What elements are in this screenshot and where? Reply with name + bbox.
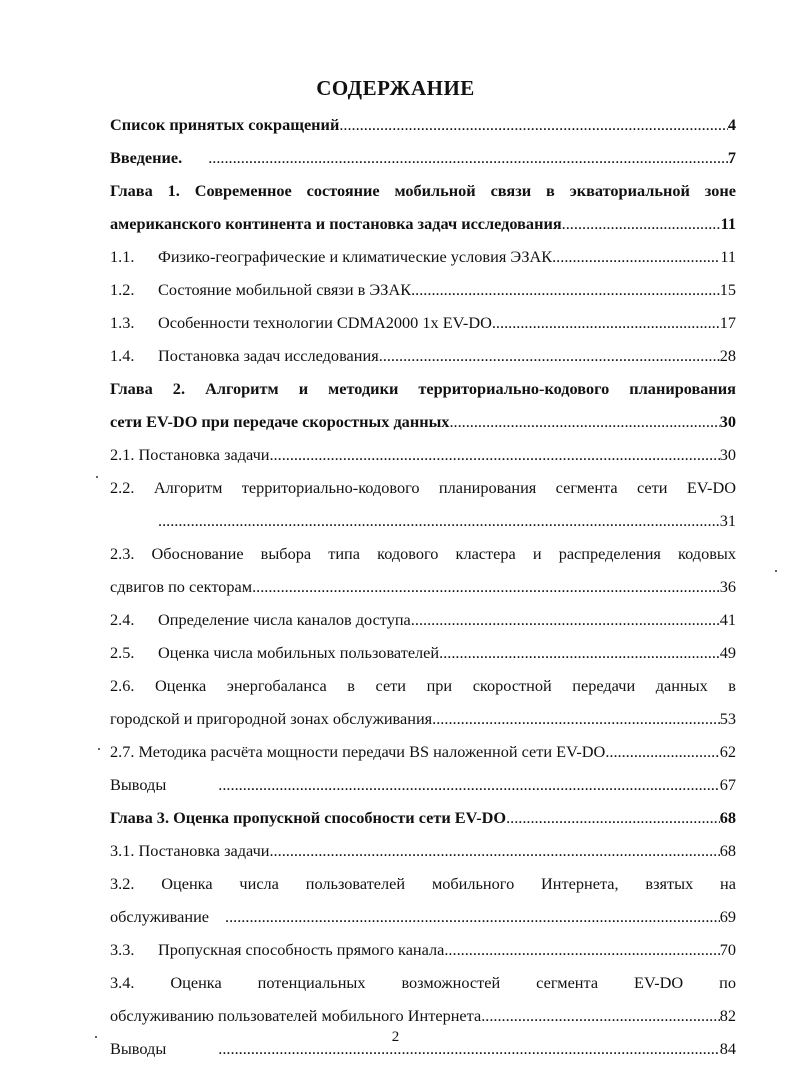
entry-page: 11 <box>720 214 736 233</box>
entry-number: 1.3. <box>110 313 135 332</box>
toc-entry-3-2-line1[interactable]: 3.2. Оценка числа пользователей мобильного Интернета, взятых на <box>110 874 736 893</box>
entry-number: 2.5. <box>110 643 135 662</box>
entry-text: Выводы <box>110 1039 167 1058</box>
entry-text: Список принятых сокращений <box>110 115 340 134</box>
toc-entry-chapter1[interactable] <box>110 207 736 240</box>
scan-speck <box>95 1036 97 1038</box>
entry-page: 4 <box>727 115 736 134</box>
toc-entry-1-4[interactable] <box>110 339 736 372</box>
entry-text: обслуживание <box>110 907 210 926</box>
entry-number: 1.4. <box>110 346 135 365</box>
scan-speck <box>96 476 98 478</box>
toc-entry-3-4[interactable] <box>110 999 736 1032</box>
toc-entry-abbreviations[interactable] <box>110 108 736 141</box>
entry-page: 30 <box>719 445 736 464</box>
entry-page: 53 <box>719 709 736 728</box>
toc-entry-2-6[interactable] <box>110 702 736 735</box>
toc-entry-chapter3[interactable] <box>110 801 736 834</box>
toc-entry-2-3[interactable] <box>110 570 736 603</box>
entry-text: Особенности технологии CDMA2000 1x EV-DO <box>158 313 492 332</box>
table-of-contents <box>110 108 736 1065</box>
entry-page: 30 <box>719 412 736 431</box>
entry-page: 69 <box>719 907 736 926</box>
entry-page: 49 <box>719 643 736 662</box>
toc-entry-2-7[interactable] <box>110 735 736 768</box>
toc-entry-chapter2-line1[interactable]: Глава 2. Алгоритм и методики территориально-кодового планирования <box>110 379 736 398</box>
entry-number: 3.3. <box>110 940 135 959</box>
entry-page: 70 <box>719 940 736 959</box>
page-number: 2 <box>391 1029 400 1045</box>
toc-entry-2-2[interactable] <box>110 504 736 537</box>
entry-text: Физико-географические и климатические условия ЭЗАК <box>158 247 553 266</box>
entry-text: Выводы <box>110 775 167 794</box>
toc-entry-chapter2[interactable] <box>110 405 736 438</box>
entry-page: 62 <box>719 742 736 761</box>
toc-entry-2-5[interactable] <box>110 636 736 669</box>
entry-page: 11 <box>720 247 736 266</box>
entry-text: городской и пригородной зонах обслуживания <box>110 709 433 728</box>
entry-page: 15 <box>719 280 736 299</box>
scan-speck <box>775 570 777 572</box>
entry-text: американского континента и постановка задач исследования <box>110 214 562 233</box>
entry-text: Введение. <box>110 148 183 167</box>
entry-page: 84 <box>719 1039 736 1058</box>
entry-text: Состояние мобильной связи в ЭЗАК <box>158 280 412 299</box>
toc-entry-3-4-line1[interactable]: 3.4. Оценка потенциальных возможностей сегмента EV-DO по <box>110 973 736 992</box>
entry-page: 17 <box>719 313 736 332</box>
entry-page: 68 <box>719 808 736 827</box>
toc-entry-3-3[interactable] <box>110 933 736 966</box>
toc-entry-2-1[interactable] <box>110 438 736 471</box>
toc-entry-1-1[interactable] <box>110 240 736 273</box>
entry-page: 7 <box>727 148 736 167</box>
entry-page: 67 <box>719 775 736 794</box>
entry-page: 31 <box>719 511 736 530</box>
entry-page: 68 <box>719 841 736 860</box>
entry-text: 2.1. Постановка задачи <box>110 445 270 464</box>
entry-text: Постановка задач исследования <box>158 346 379 365</box>
entry-text: 2.7. Методика расчёта мощности передачи BS наложенной сети EV-DO <box>110 742 606 761</box>
toc-entry-1-2[interactable] <box>110 273 736 306</box>
entry-text: Глава 3. Оценка пропускной способности сети EV-DO <box>110 808 507 827</box>
entry-number: 1.2. <box>110 280 135 299</box>
entry-number: 1.1. <box>110 247 135 266</box>
toc-entry-2-3-line1[interactable]: 2.3. Обоснование выбора типа кодового кластера и распределения кодовых <box>110 544 736 563</box>
toc-entry-introduction[interactable] <box>110 141 736 174</box>
entry-text: Пропускная способность прямого канала <box>158 940 445 959</box>
entry-text: сдвигов по секторам <box>110 577 253 596</box>
entry-page: 36 <box>719 577 736 596</box>
entry-page: 41 <box>719 610 736 629</box>
entry-text: Определение числа каналов доступа <box>158 610 411 629</box>
toc-entry-conclusions-ch2[interactable] <box>110 768 736 801</box>
toc-entry-3-1[interactable] <box>110 834 736 867</box>
entry-page: 28 <box>719 346 736 365</box>
toc-entry-2-4[interactable] <box>110 603 736 636</box>
entry-text: Оценка числа мобильных пользователей <box>158 643 440 662</box>
toc-entry-1-3[interactable] <box>110 306 736 339</box>
entry-number: 2.4. <box>110 610 135 629</box>
scan-speck <box>98 748 100 750</box>
toc-entry-2-2-line1[interactable]: 2.2. Алгоритм территориально-кодового планирования сегмента сети EV-DO <box>110 478 736 497</box>
toc-entry-2-6-line1[interactable]: 2.6. Оценка энергобаланса в сети при скоростной передачи данных в <box>110 676 736 695</box>
entry-page: 82 <box>719 1006 736 1025</box>
toc-title: СОДЕРЖАНИЕ <box>316 76 475 100</box>
entry-text: 3.1. Постановка задачи <box>110 841 270 860</box>
toc-entry-chapter1-line1[interactable]: Глава 1. Современное состояние мобильной связи в экваториальной зоне <box>110 181 736 200</box>
entry-text: сети EV-DO при передаче скоростных данных <box>110 412 450 431</box>
toc-entry-3-2[interactable] <box>110 900 736 933</box>
entry-text: обслуживанию пользователей мобильного Интернета <box>110 1006 482 1025</box>
